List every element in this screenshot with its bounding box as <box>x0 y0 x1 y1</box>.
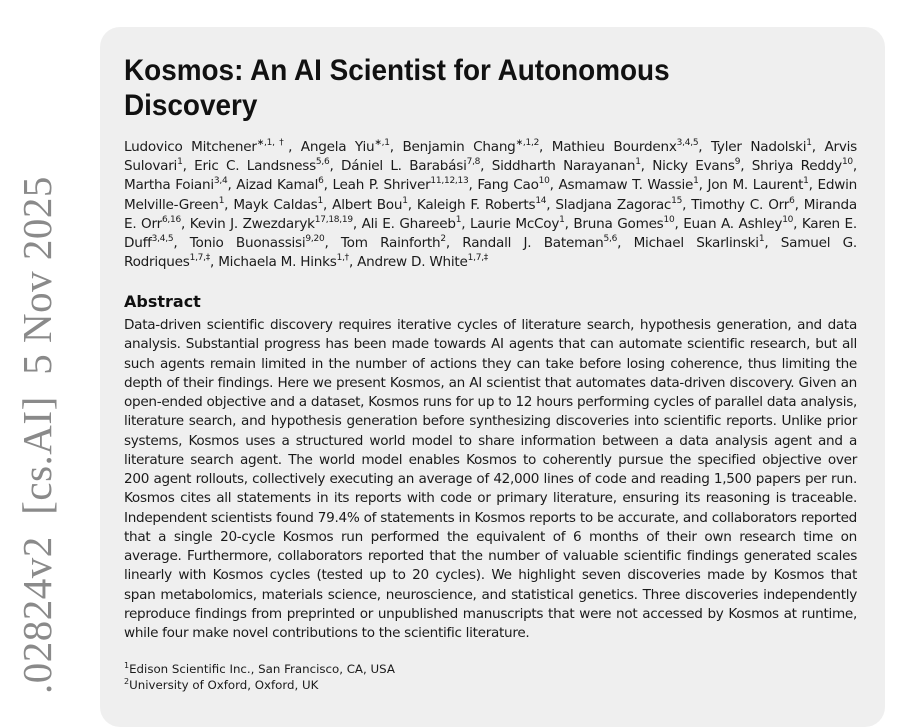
author-affiliation-marks: 2 <box>440 234 446 245</box>
author-name: Kaleigh F. Roberts <box>416 196 536 213</box>
author-affiliation-marks: 1,7,‡ <box>467 253 489 264</box>
author <box>301 139 390 155</box>
author-affiliation-marks: 1 <box>803 176 809 187</box>
author-name: Arvis Sulovari <box>124 139 858 175</box>
author-affiliation-marks: 3,4,5 <box>151 234 174 245</box>
affiliation-number: 1 <box>124 661 130 670</box>
author-affiliation-marks: 1 <box>693 176 699 187</box>
abstract-line: Independent scientists found 79.4% of statements in Kosmos reports to be accurate, and collaborators reported <box>124 509 857 526</box>
author-affiliation-marks: 14 <box>535 195 547 206</box>
author <box>194 158 329 174</box>
abstract-line: while four make novel contributions to the scientific literature. <box>124 625 530 641</box>
author <box>341 235 446 251</box>
author <box>357 254 488 270</box>
affiliation <box>124 677 395 693</box>
author <box>691 197 794 213</box>
author-affiliation-marks: 10 <box>663 214 675 225</box>
author <box>332 177 468 193</box>
abstract-line: depth of their findings. Here we present Kosmos, an AI scientist that automates data-driven discovery. Given an <box>124 374 857 391</box>
author-affiliation-marks: 3,4 <box>213 176 228 187</box>
author-affiliation-marks: 1,† <box>336 253 349 264</box>
author <box>470 216 565 232</box>
author <box>218 254 349 270</box>
author-name: Michael Skarlinski <box>633 235 759 252</box>
abstract-line: reproduce findings from preprinted or unpublished manuscripts that were not accessed by Kosmos at runtime, <box>124 605 857 622</box>
author-name: Jon M. Laurent <box>707 177 804 194</box>
author-name: Mayk Caldas <box>233 196 318 213</box>
author-name: Tonio Buonassisi <box>189 235 306 252</box>
author-affiliation-marks: 10 <box>841 157 853 168</box>
author-affiliation-marks: 9,20 <box>305 234 325 245</box>
author <box>332 197 408 213</box>
author-name: Bruna Gomes <box>573 215 664 232</box>
author-affiliation-marks: 1 <box>455 214 462 225</box>
author <box>573 216 674 232</box>
author-affiliation-marks: 5,6 <box>315 157 330 168</box>
affiliation <box>124 661 395 677</box>
author-affiliation-marks: 7,8 <box>466 157 481 168</box>
author <box>417 197 546 213</box>
author <box>362 216 462 232</box>
author-affiliation-marks: ∗,1,2 <box>515 138 540 148</box>
abstract-heading: Abstract <box>124 292 201 311</box>
author-name: Karen E. Duff <box>124 215 857 252</box>
paper-title: Kosmos: An AI Scientist for Autonomous Discovery <box>124 54 670 122</box>
author <box>707 177 808 193</box>
author <box>683 216 793 232</box>
abstract-line: literature search agent. The world model enables Kosmos to coherently pursue the specified objective over <box>124 451 857 468</box>
author-affiliation-marks: 6 <box>318 176 324 187</box>
author-name: Michaela M. Hinks <box>218 254 337 271</box>
author <box>652 158 740 174</box>
author-affiliation-marks: 1 <box>218 195 225 206</box>
arxiv-identifier-stamp: .02824v2 [cs.AI] 5 Nov 2025 <box>14 176 60 694</box>
author-name: Samuel G. Rodriques <box>124 235 857 271</box>
author-affiliation-marks: 3,4,5 <box>676 138 699 148</box>
author-name: Mathieu Bourdenx <box>551 139 677 155</box>
author-name: Eric C. Landsness <box>194 158 316 175</box>
author <box>236 177 323 193</box>
author-name: Siddharth Narayanan <box>491 158 636 175</box>
author-name: Fang Cao <box>477 177 539 194</box>
author-affiliation-marks: 10 <box>782 214 794 225</box>
author-list: Ludovico Mitchener$^{∗,1,\dagger}$, Angela Yiu$^{∗,1}$, Benjamin Chang$^{∗,1,2}$, Mathieu Bourdenx$^{3,4,5}$, Tyler Nadolski$^1$, Arvis Sulovari$^1$, Eric C. Landsness$^{5,6}$, Dániel L. Barabási$^{7,8}$, Siddharth Narayanan$^1$, Nicky Evans$^9$, Shriya Reddy$^{10}$, Martha Foiani$^{3,4}$, Aizad Kamal$^6$, Leah P. Shriver$^{11,12,13}$, Fang Cao$^{10}$, Asmamaw T. Wassie$^1$, Jon M. Laurent$^1$, Edwin Melville-Green$^1$, Mayk Caldas$^1$, Albert Bou$^1$, Kaleigh F. Roberts$^{14}$, Sladjana Zagorac$^{15}$, Timothy C. Orr$^6$, Miranda E. Orr$^{6,16}$, Kevin J. Zwezdaryk$^{17,18,19}$, Ali E. Ghareeb$^1$, Laurie McCoy$^1$, Bruna Gomes$^{10}$, Euan A. Ashley$^{10}$, Karen E. Duff$^{3,4,5}$, Tonio Buonassisi$^{9,20}$, Tom Rainforth$^2$, Randall J. Bateman$^{5,6}$, Michael Skarlinski$^1$, Samuel G. Rodriques$^{1,7,\ddagger}$, Michaela M. Hinks$^{1,\dagger}$, Andrew D. White$^{1,7,\ddagger}$ <box>124 138 858 271</box>
author <box>124 139 288 155</box>
author-name: Leah P. Shriver <box>332 177 431 194</box>
author-name: Randall J. Bateman <box>462 235 604 252</box>
affiliation-text: Edison Scientific Inc., San Francisco, CA, USA <box>129 662 395 676</box>
author-affiliation-marks: 17,18,19 <box>314 214 353 225</box>
affiliations-list <box>124 661 395 693</box>
author <box>634 235 765 251</box>
author-name: Kevin J. Zwezdaryk <box>189 215 315 232</box>
abstract-line: that a single 20-cycle Kosmos run performed the equivalent of 6 months of their own research time on <box>124 528 857 545</box>
author-name: Nicky Evans <box>652 158 735 175</box>
abstract-line: open-ended objective and a dataset, Kosmos runs for up to 12 hours performing cycles of parallel data analysis, <box>124 394 857 410</box>
abstract-line: such agents remain limited in the number of actions they can take before losing coherence, thus limiting the <box>124 355 857 372</box>
author-name: Andrew D. White <box>357 254 468 271</box>
abstract-line: literature search, and hypothesis generation before synthesizing discoveries into scientific reports. Unlike prior <box>124 413 857 430</box>
author-name: Timothy C. Orr <box>691 196 790 213</box>
author-name: Dániel L. Barabási <box>341 158 467 175</box>
author <box>233 197 323 213</box>
author-name: Edwin Melville-Green <box>124 177 857 213</box>
affiliation-text: University of Oxford, Oxford, UK <box>129 678 319 692</box>
author-name: Ludovico Mitchener <box>124 139 257 155</box>
author <box>552 139 699 155</box>
abstract-line: linearly with Kosmos cycles (tested up to 20 cycles). We highlight seven discoveries made by Kosmos that <box>124 567 857 584</box>
author-affiliation-marks: 5,6 <box>603 234 618 245</box>
author <box>558 177 698 193</box>
author-name: Tom Rainforth <box>340 235 441 252</box>
author <box>711 139 812 155</box>
author-name: Miranda E. Orr <box>124 196 857 232</box>
abstract-body <box>124 316 857 643</box>
author-name: Shriya Reddy <box>751 158 842 175</box>
author-name: Asmamaw T. Wassie <box>558 177 694 194</box>
author-affiliation-marks: 9 <box>734 157 741 168</box>
affiliation-number: 2 <box>124 677 130 686</box>
author <box>402 139 539 155</box>
author <box>341 158 480 174</box>
abstract-line: Kosmos cites all statements in its reports with code or primary literature, ensuring its reasoning is traceable. <box>124 490 857 507</box>
author-name: Tyler Nadolski <box>711 139 807 155</box>
author-name: Albert Bou <box>332 196 403 213</box>
author-affiliation-marks: ∗,1 <box>374 138 390 148</box>
author-affiliation-marks: ∗,1,† <box>256 138 289 148</box>
author-affiliation-marks: 1 <box>635 157 641 168</box>
abstract-line: 200 agent rollouts, collectively executing an average of 42,000 lines of code and reading 1,500 papers per run. <box>124 471 857 487</box>
author-name: Benjamin Chang <box>402 139 516 155</box>
author-affiliation-marks: 15 <box>671 195 683 206</box>
author-affiliation-marks: 6,16 <box>161 214 181 225</box>
author <box>492 158 641 174</box>
abstract-line: systems, Kosmos uses a structured world model to share information between a data analysis agent and a <box>124 432 857 449</box>
author-affiliation-marks: 11,12,13 <box>430 176 469 187</box>
author-affiliation-marks: 1 <box>758 234 765 245</box>
author <box>477 177 549 193</box>
author-affiliation-marks: 1,7,‡ <box>189 253 211 264</box>
author <box>462 235 617 251</box>
author-affiliation-marks: 1 <box>317 195 324 206</box>
paper-card <box>100 27 885 727</box>
abstract-line: average. Furthermore, collaborators reported that the number of valuable scientific findings generated scales <box>124 548 857 564</box>
author-name: Sladjana Zagorac <box>555 196 672 213</box>
author-affiliation-marks: 1 <box>559 214 565 225</box>
author-name: Ali E. Ghareeb <box>361 215 456 232</box>
author-affiliation-marks: 10 <box>538 176 550 187</box>
author-name: Martha Foiani <box>124 177 214 194</box>
author-name: Aizad Kamal <box>236 177 319 194</box>
author <box>190 235 325 251</box>
author-affiliation-marks: 1 <box>806 138 812 148</box>
abstract-line: analysis. Substantial progress has been made towards AI agents that can automate scientific research, but all <box>124 336 857 353</box>
author-affiliation-marks: 1 <box>402 195 408 206</box>
author-affiliation-marks: 6 <box>789 195 795 206</box>
author <box>555 197 682 213</box>
author-affiliation-marks: 1 <box>177 157 183 168</box>
author-name: Euan A. Ashley <box>683 215 783 232</box>
author <box>752 158 853 174</box>
author-name: Angela Yiu <box>300 139 375 155</box>
author <box>190 216 353 232</box>
author <box>124 177 227 193</box>
abstract-line: Data-driven scientific discovery requires iterative cycles of literature search, hypothesis generation, and data <box>124 317 857 333</box>
author-name: Laurie McCoy <box>469 215 560 232</box>
abstract-line: span metabolomics, materials science, neuroscience, and statistical genetics. Three discoveries independently <box>124 586 857 603</box>
